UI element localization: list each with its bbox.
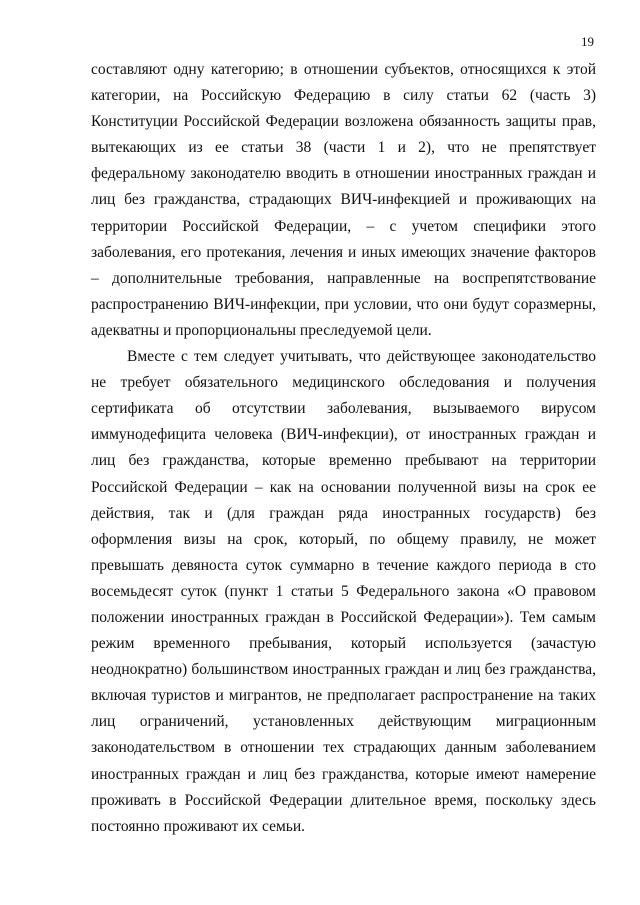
document-body [91, 57, 596, 840]
page-number: 19 [581, 34, 594, 49]
paragraph-continuation: составляют одну категорию; в отношении субъектов, относящихся к этой категории, на Российскую Федерацию в силу статьи 62 (часть 3) Конституции Российской Федерации возложена обязанность защиты прав, вытекающих из ее статьи 38 (части 1 и 2), что не препятствует федеральному законодателю вводить в отношении иностранных граждан и лиц без гражданства, страдающих ВИЧ-инфекцией и проживающих на территории Российской Федерации, – с учетом специфики этого заболевания, его протекания, лечения и иных имеющих значение факторов – дополнительные требования, направленные на воспрепятствование распространению ВИЧ-инфекции, при условии, что они будут соразмерны, адекватны и пропорциональны преследуемой цели. [91, 61, 596, 339]
paragraph-temporary-stay: Вместе с тем следует учитывать, что действующее законодательство не требует обязательного медицинского обследования и получения сертификата об отсутствии заболевания, вызываемого вирусом иммунодефицита человека (ВИЧ-инфекции), от иностранных граждан и лиц без гражданства, которые временно пребывают на территории Российской Федерации – как на основании полученной визы на срок ее действия, так и (для граждан ряда иностранных государств) без оформления визы на срок, который, по общему правилу, не может превышать девяноста суток суммарно в течение каждого периода в сто восемьдесят суток (пункт 1 статьи 5 Федерального закона «О правовом положении иностранных граждан в Российской Федерации»). Тем самым режим временного пребывания, который используется (зачастую неоднократно) большинством иностранных граждан и лиц без гражданства, включая туристов и мигрантов, не предполагает распространение на таких лиц ограничений, установленных действующим миграционным законодательством в отношении тех страдающих данным заболеванием иностранных граждан и лиц без гражданства, которые имеют намерение проживать в Российской Федерации длительное время, поскольку здесь постоянно проживают их семьи. [91, 348, 596, 835]
